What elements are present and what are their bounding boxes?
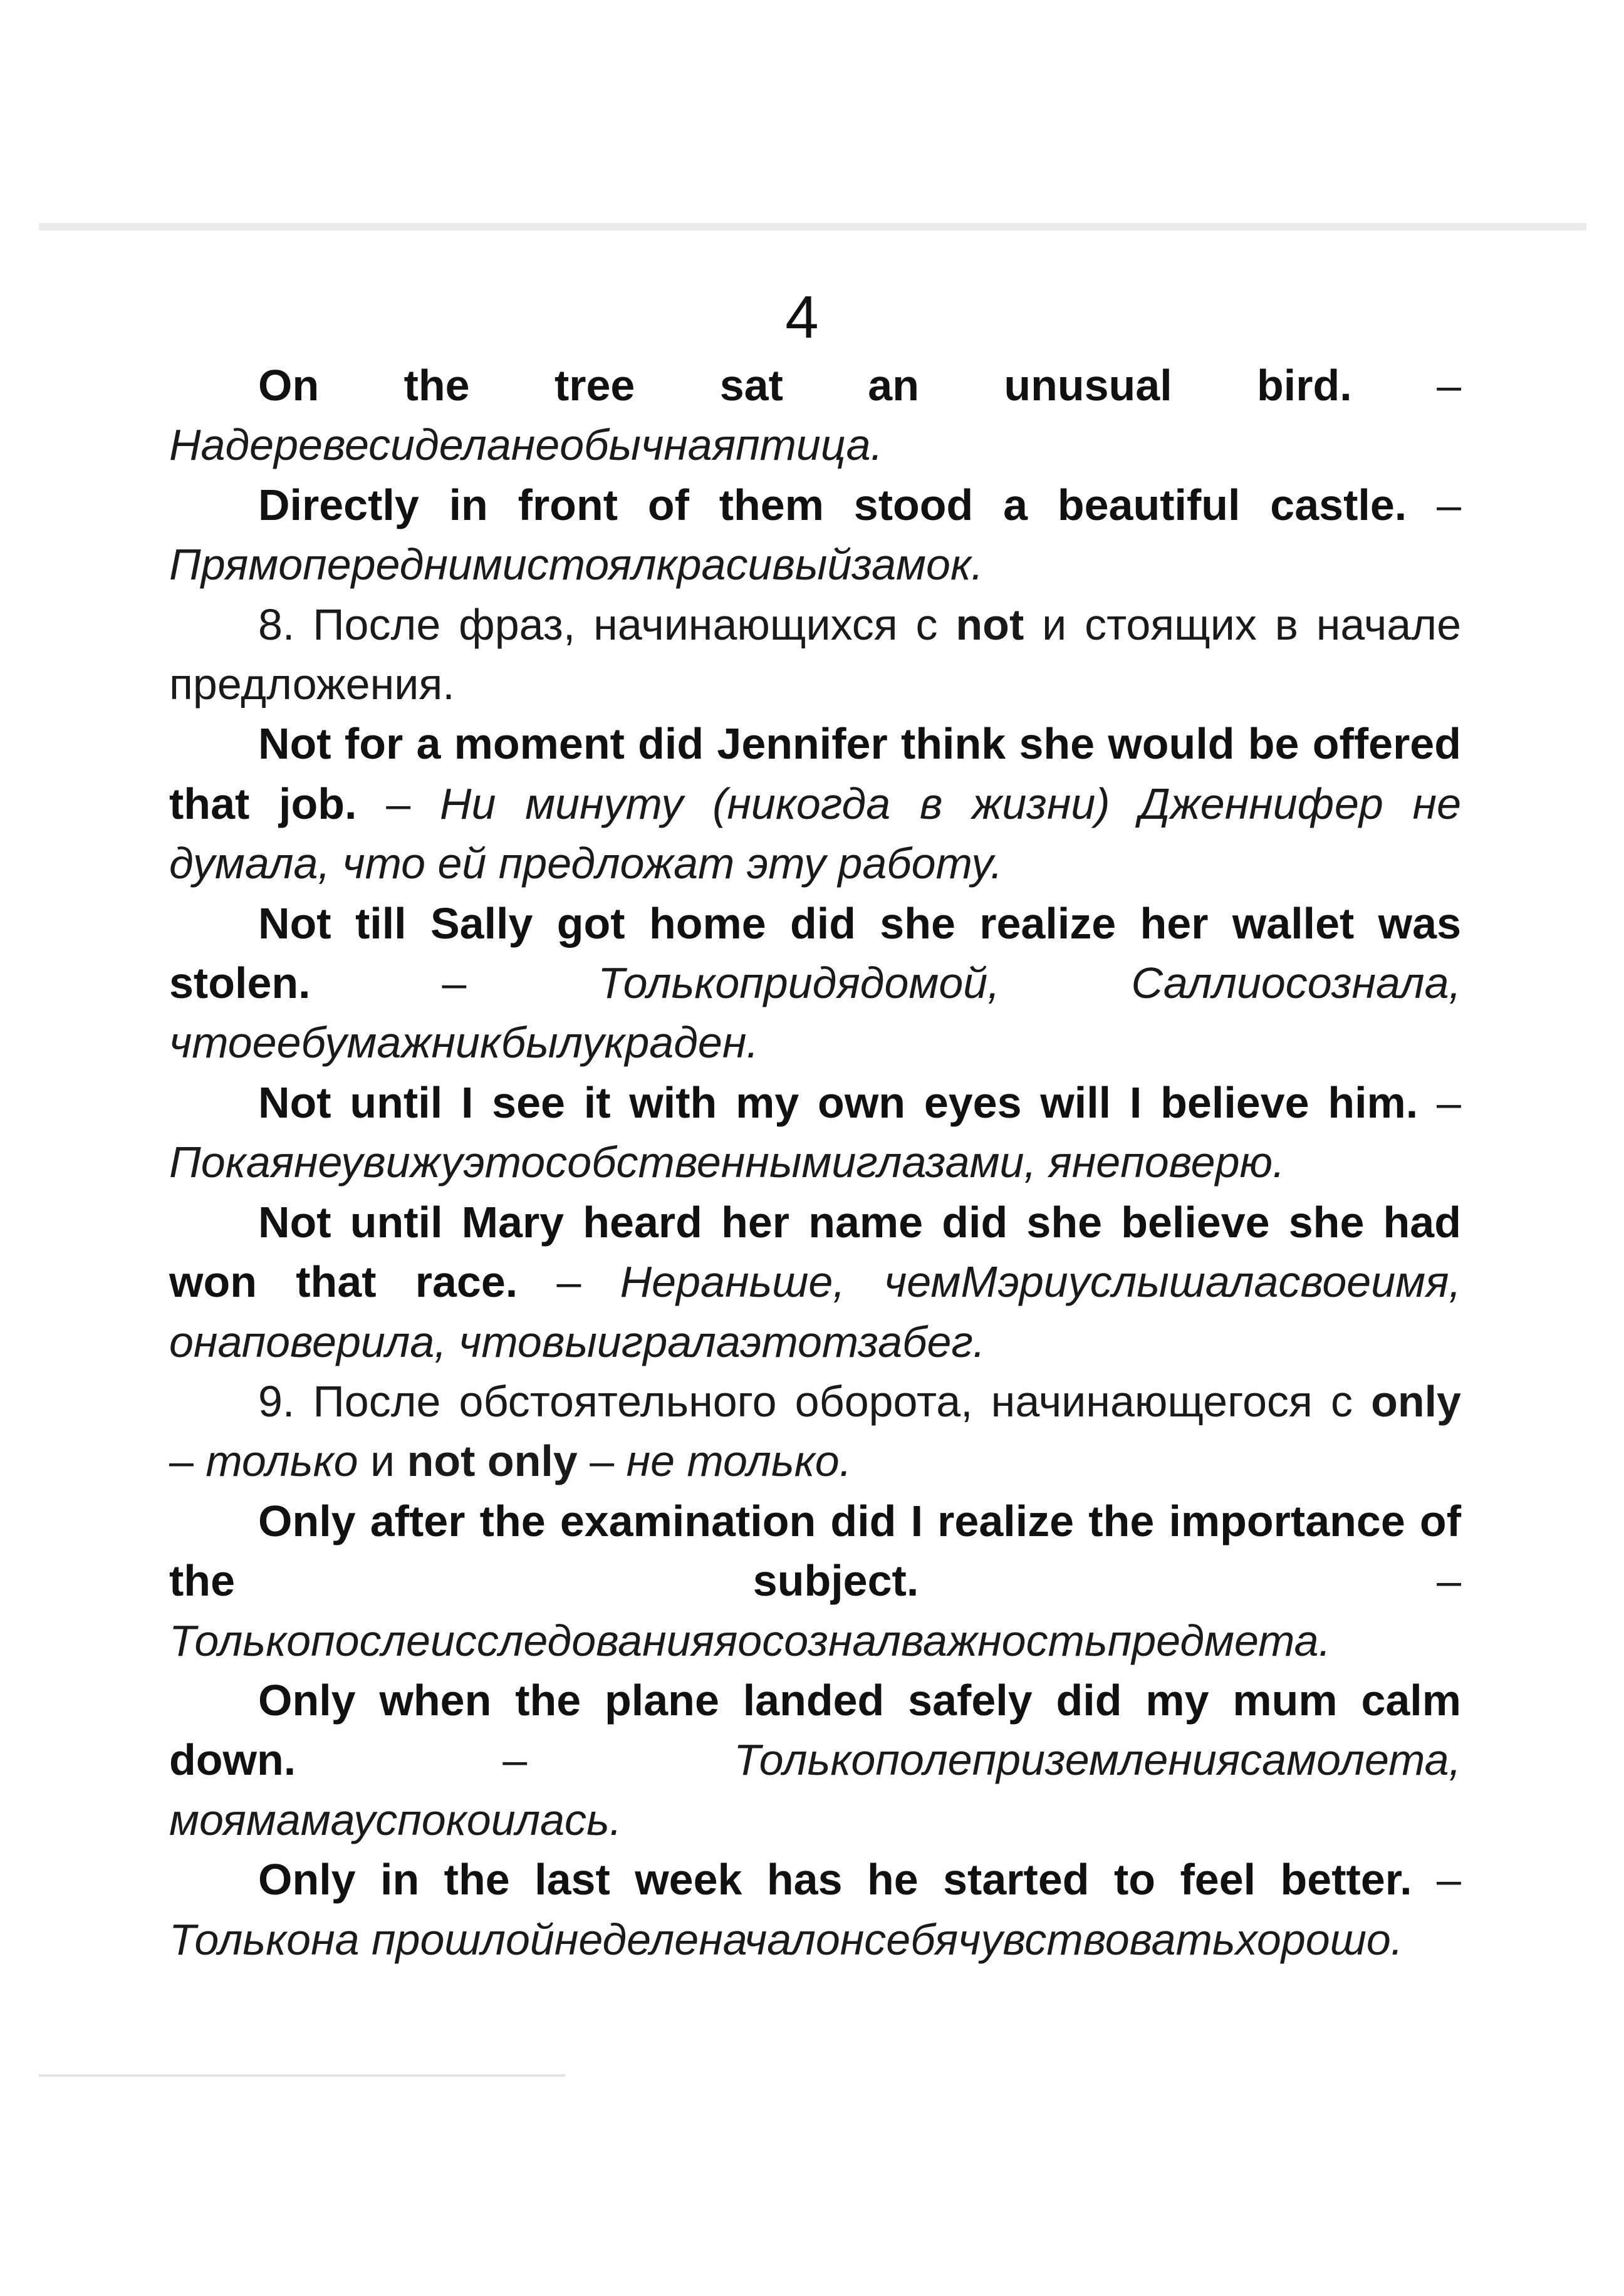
- russian-translation: Толькопослеисследованияяосозналважностьпредмета.: [169, 1616, 1331, 1665]
- english-sentence: Not until Mary heard her name did she believe she had won that race.: [169, 1197, 1461, 1307]
- example-paragraph: [169, 475, 1461, 595]
- footnote-divider: [39, 2074, 565, 2077]
- rule-8-keyword: not: [955, 600, 1024, 649]
- rule-8-text-before: 8. После фраз, начинающихся с: [258, 600, 956, 649]
- dash-separator: –: [919, 1556, 1461, 1606]
- russian-translation: Покаянеувижуэтособственнымиглазами, янеповерю.: [169, 1138, 1285, 1187]
- dash-separator: –: [1351, 361, 1462, 410]
- english-sentence: Directly in front of them stood a beautiful castle.: [258, 480, 1407, 529]
- page-body: [169, 356, 1461, 1970]
- rule-8-text-after: и стоящих в начале предложения.: [169, 600, 1461, 709]
- russian-translation: Надеревесиделанеобычнаяптица.: [169, 420, 883, 470]
- english-sentence: Only in the last week has he started to feel better.: [258, 1855, 1412, 1904]
- russian-translation: Нераньше, чемМэриуслышаласвоеимя, онаповерила, чтовыигралаэтотзабег.: [169, 1257, 1462, 1366]
- example-paragraph: [169, 1193, 1461, 1372]
- english-sentence: Not till Sally got home did she realize her wallet was stolen.: [169, 898, 1461, 1008]
- example-paragraph: [169, 356, 1461, 475]
- dash-separator: –: [1418, 1078, 1461, 1127]
- example-paragraph: [169, 1073, 1461, 1193]
- rule-9-translation-not-only: не только: [626, 1436, 840, 1486]
- example-paragraph: [169, 1492, 1461, 1671]
- rule-9-keyword-not-only: not only: [407, 1436, 578, 1486]
- rule-9-translation-only: только: [206, 1436, 358, 1486]
- english-sentence: On the tree sat an unusual bird.: [258, 361, 1352, 410]
- dash-separator: –: [1412, 1855, 1461, 1904]
- russian-translation: Толькона прошлойнеделеначалонсебячувствоватьхорошо.: [169, 1914, 1403, 1964]
- rule-8-paragraph: [169, 595, 1461, 715]
- rule-9-paragraph: [169, 1372, 1461, 1492]
- russian-translation: Ни минуту (никогда в жизни) Дженнифер не думала, что ей предложат эту работу.: [169, 779, 1461, 888]
- dash-separator: –: [310, 958, 598, 1008]
- dash-separator: –: [357, 779, 440, 828]
- example-paragraph: [169, 714, 1461, 893]
- dash-separator: –: [518, 1257, 620, 1307]
- russian-translation: Прямопереднимистоялкрасивыйзамок.: [169, 540, 984, 590]
- example-paragraph: [169, 1671, 1461, 1850]
- dash-separator: –: [169, 1436, 206, 1486]
- dash-separator: –: [1407, 480, 1461, 529]
- example-paragraph: [169, 894, 1461, 1073]
- russian-translation: Толькопридядомой, Саллиосознала, чтоеебумажникбылукраден.: [169, 958, 1462, 1067]
- english-sentence: Only after the examination did I realize the importance of the subject.: [169, 1496, 1461, 1606]
- english-sentence: Not for a moment did Jennifer think she would be offered that job.: [169, 719, 1461, 828]
- dash-separator: –: [577, 1436, 627, 1486]
- rule-9-text-before: 9. После обстоятельного оборота, начинающегося с: [258, 1376, 1372, 1426]
- example-paragraph: [169, 1850, 1461, 1970]
- rule-9-conjunction: и: [358, 1436, 407, 1486]
- english-sentence: Only when the plane landed safely did my mum calm down.: [169, 1675, 1461, 1785]
- page-number: 4: [785, 284, 819, 351]
- dash-separator: –: [296, 1735, 734, 1785]
- russian-translation: Толькополеприземлениясамолета, моямамауспокоилась.: [169, 1735, 1461, 1844]
- english-sentence: Not until I see it with my own eyes will I believe him.: [258, 1078, 1418, 1127]
- top-divider: [39, 223, 1586, 231]
- rule-9-keyword-only: only: [1371, 1376, 1461, 1426]
- rule-9-end: .: [839, 1436, 852, 1486]
